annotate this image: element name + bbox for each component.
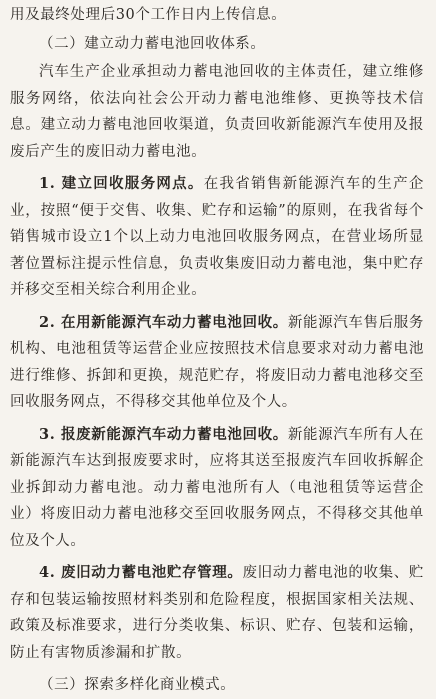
item-2 [10,310,424,416]
item-4 [10,560,424,666]
item-2-body: 新能源汽车售后服务机构、电池租赁等运营企业应按照技术信息要求对动力蓄电池进行维修、拆卸和更换，规范贮存，将废旧动力蓄电池移交至回收服务网点，不得移交其他单位及个人。 [10,314,424,410]
section-heading-2: （二）建立动力蓄电池回收体系。 [39,35,266,52]
section-heading-3: （三）探索多样化商业模式。 [39,677,236,693]
item-3-title: 3. 报废新能源汽车动力蓄电池回收。 [39,425,288,443]
item-1-title: 1. 建立回收服务网点。 [39,175,204,192]
item-2-title: 2. 在用新能源汽车动力蓄电池回收。 [39,313,288,331]
item-3 [10,422,424,555]
item-1 [10,171,424,304]
item-4-body: 废旧动力蓄电池的收集、贮存和包装运输按照材料类别和危险程度，根据国家相关法规、政策及标准要求，进行分类收集、标识、贮存、包装和运输，防止有害物质渗漏和扩散。 [10,565,424,661]
item-3-body: 新能源汽车所有人在新能源汽车达到报废要求时，应将其送至报废汽车回收拆解企业拆卸动力蓄电池。动力蓄电池所有人（电池租赁等运营企业）将废旧动力蓄电池移交至回收服务网点，不得移交其他单位及个人。 [10,426,424,549]
item-4-title: 4. 废旧动力蓄电池贮存管理。 [39,564,243,581]
item-1-body: 在我省销售新能源汽车的生产企业，按照“便于交售、收集、贮存和运输”的原则，在我省每个销售城市设立1个以上动力电池回收服务网点，在营业场所显著位置标注提示性信息，负责收集废旧动力蓄电池，集中贮存并移交至相关综合利用企业。 [10,176,424,298]
paragraph-continued: 用及最终处理后30个工作日内上传信息。 [10,7,287,23]
paragraph-responsibility: 汽车生产企业承担动力蓄电池回收的主体责任，建立维修服务网络，依法向社会公开动力蓄电池维修、更换等技术信息。建立动力蓄电池回收渠道，负责回收新能源汽车使用及报废后产生的废旧动力蓄电池。 [10,64,424,160]
